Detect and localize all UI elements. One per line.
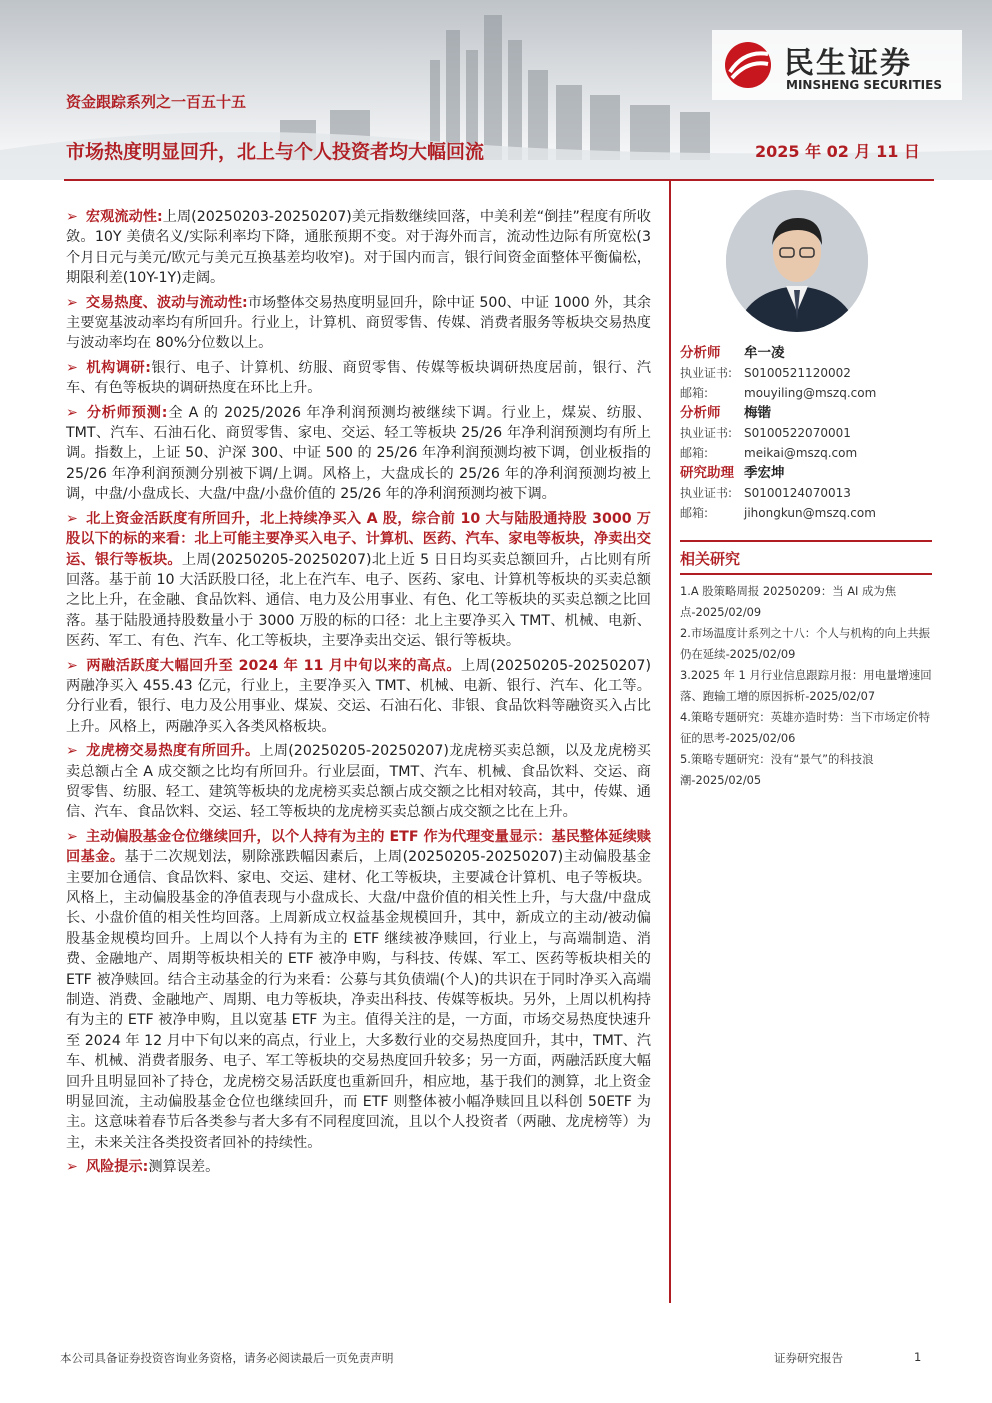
bullet-heading: 两融活跃度大幅回升至 2024 年 11 月中旬以来的高点。 <box>85 657 461 674</box>
related-item-link[interactable]: 2.市场温度计系列之十八：个人与机构的向上共振仍在延续-2025/02/09 <box>680 626 931 661</box>
arrow-icon: ➢ <box>66 359 78 376</box>
analyst-role: 研究助理 <box>680 465 734 481</box>
report-title: 市场热度明显回升，北上与个人投资者均大幅回流 <box>66 141 485 163</box>
related-research-list <box>680 581 932 791</box>
email-link[interactable]: jihongkun@mszq.com <box>744 506 876 520</box>
bullet-fund-position <box>66 827 651 1154</box>
bullet-risk <box>66 1157 651 1177</box>
analyst-3-name-row <box>680 463 940 483</box>
analyst-1-name-row <box>680 343 940 363</box>
cert-number: S0100124070013 <box>744 486 851 500</box>
analyst-name: 季宏坤 <box>744 465 785 481</box>
bullet-text: 市场整体交易热度明显回升，除中证 500、中证 1000 外，其余主要宽基波动率均有所回升。行业上，计算机、商贸零售、传媒、消费者服务等板块交易热度与波动率均在 80%分位数以上。 <box>66 294 651 352</box>
bullet-heading: 分析师预测: <box>85 404 168 421</box>
analyst-3-email-row <box>680 503 940 523</box>
analyst-role: 分析师 <box>680 345 721 361</box>
bullet-heading: 交易热度、波动与流动性: <box>85 294 248 311</box>
brand-name-en: MINSHENG SECURITIES <box>786 78 942 92</box>
page-number: 1 <box>914 1350 922 1364</box>
report-date: 2025 年 02 月 11 日 <box>755 142 920 161</box>
analyst-role: 分析师 <box>680 405 721 421</box>
bullet-text: 上周(20250205-20250207)两融净买入 455.43 亿元，行业上，主要净买入 TMT、机械、电新、银行、汽车、化工等。分行业看，银行、电力及公用事业、煤炭、交运、石油石化、非银、食品饮料等融资买入占比上升。风格上，两融净买入各类风格板块。 <box>66 657 651 735</box>
minsheng-logo-icon <box>720 40 776 90</box>
email-link[interactable]: meikai@mszq.com <box>744 446 858 460</box>
cert-label: 执业证书: <box>680 366 733 380</box>
arrow-icon: ➢ <box>66 294 78 311</box>
analyst-list <box>680 343 940 523</box>
analyst-2-name-row <box>680 403 940 423</box>
related-top-rule <box>680 540 932 542</box>
email-link[interactable]: mouyiling@mszq.com <box>744 386 877 400</box>
brand-name-cn: 民生证券 <box>784 46 912 81</box>
bullet-institutional-research <box>66 358 651 399</box>
bullet-northbound <box>66 509 651 652</box>
cert-label: 执业证书: <box>680 426 733 440</box>
arrow-icon: ➢ <box>66 209 78 225</box>
bullet-trading-heat <box>66 293 651 354</box>
bullet-text: 银行、电子、计算机、纺服、商贸零售、传媒等板块调研热度居前，银行、汽车、有色等板块的调研热度在环比上升。 <box>66 359 651 397</box>
analyst-3-cert-row <box>680 483 940 503</box>
brand-logo <box>712 30 962 100</box>
related-research-title: 相关研究 <box>680 548 932 575</box>
analyst-2-email-row <box>680 443 940 463</box>
summary-body <box>66 207 651 1182</box>
analyst-name: 牟一凌 <box>744 345 785 361</box>
bullet-margin-trading <box>66 656 651 738</box>
cert-number: S0100521120002 <box>744 366 851 380</box>
email-label: 邮箱: <box>680 446 709 460</box>
bullet-text: 上周(20250203-20250207)美元指数继续回落，中美利差“倒挂”程度有所收敛。10Y 美债名义/实际利率均下降，通胀预期不变。对于海外而言，流动性边际有所宽松(3 个月日元与美元/欧元与美元互换基差均收窄)。对于国内而言，银行间资金面整体平衡偏松，期限利差(10Y-1Y)走阔。 <box>66 209 651 287</box>
analyst-photo <box>726 190 868 332</box>
bullet-dragon-tiger <box>66 741 651 823</box>
bullet-analyst-forecast <box>66 403 651 505</box>
bullet-heading: 机构调研: <box>85 359 151 376</box>
related-item-link[interactable]: 4.策略专题研究：英雄亦造时势：当下市场定价特征的思考-2025/02/06 <box>680 710 931 745</box>
arrow-icon: ➢ <box>66 1159 78 1176</box>
analyst-1-email-row <box>680 383 940 403</box>
arrow-icon: ➢ <box>66 743 78 760</box>
analyst-2-cert-row <box>680 423 940 443</box>
bullet-text: 上周(20250205-20250207)龙虎榜买卖总额，以及龙虎榜买卖总额占全 A 成交额之比均有所回升。行业层面，TMT、汽车、机械、食品饮料、交运、商贸零售、纺服、轻工、建筑等板块的龙虎榜买卖总额占成交额之比相对较高，其中，传媒、通信、汽车、食品饮料、交运、轻工等板块的龙虎榜买卖总额占成交额之比在上升。 <box>66 743 651 821</box>
bullet-text: 测算误差。 <box>148 1159 220 1176</box>
arrow-icon: ➢ <box>66 404 78 421</box>
cert-number: S0100522070001 <box>744 426 851 440</box>
bullet-heading: 风险提示: <box>85 1159 149 1176</box>
footer-doc-type: 证券研究报告 <box>774 1351 843 1365</box>
analyst-1-cert-row <box>680 363 940 383</box>
cert-label: 执业证书: <box>680 486 733 500</box>
related-item-link[interactable]: 5.策略专题研究：没有“景气”的科技浪潮-2025/02/05 <box>680 752 874 787</box>
bullet-heading: 龙虎榜交易热度有所回升。 <box>85 743 260 760</box>
bullet-heading: 主动偏股基金仓位继续回升，以个人持有为主的 ETF 作为代理变量显示：基民整体延续赎回基金。 <box>66 828 651 866</box>
arrow-icon: ➢ <box>66 657 78 674</box>
bullet-text: 全 A 的 2025/2026 年净利润预测均被继续下调。行业上，煤炭、纺服、TMT、汽车、石油石化、商贸零售、家电、交运、轻工等板块 25/26 年净利润预测均有所上调。指数上，上证 50、沪深 300、中证 500 的 25/26 年净利润预测均被下调，创业板指的 25/26 年净利润预测分别被下调/上调。风格上，大盘成长的 25/26 年的净利润预测均被上调，中盘/小盘成长、大盘/中盘/小盘价值的 25/26 年的净利润预测均被下调。 <box>66 404 651 503</box>
bullet-heading: 北上资金活跃度有所回升，北上持续净买入 A 股，综合前 10 大与陆股通持股 3000 万股以下的标的来看：北上可能主要净买入电子、计算机、医药、汽车、家电等板块，净卖出交运、银行等板块。 <box>66 510 651 568</box>
series-label: 资金跟踪系列之一百五十五 <box>66 93 247 111</box>
person-portrait-icon <box>726 190 868 332</box>
email-label: 邮箱: <box>680 506 709 520</box>
bullet-text: 基于二次规划法，剔除涨跌幅因素后，上周(20250205-20250207)主动偏股基金主要加仓通信、食品饮料、家电、交运、建材、化工等板块，主要减仓计算机、电子等板块。风格上，主动偏股基金的净值表现与小盘成长、大盘/中盘价值的相关性上升，与大盘/中盘成长、小盘价值的相关性均回落。上周新成立权益基金规模回升，其中，新成立的主动/被动偏股基金规模均回升。上周以个人持有为主的 ETF 继续被净赎回，行业上，与高端制造、消费、金融地产、周期等板块相关的 ETF 被净申购，与科技、传媒、军工、医药等板块相关的 ETF 被净赎回。结合主动基金的行为来看：公募与其负债端(个人)的共识在于同时净买入高端制造、消费、金融地产、周期、电力等板块，净卖出科技、传媒等板块。另外，上周以机构持有为主的 ETF 被净申购，且以宽基 ETF 为主。值得关注的是，一方面，市场交易热度快速升至 2024 年 12 月中下旬以来的高点，行业上，大多数行业的交易热度回升，其中，TMT、汽车、机械、消费者服务、电子、军工等板块的交易热度回升较多；另一方面，两融活跃度大幅回升且明显回补了持仓，龙虎榜交易活跃度也重新回升，相应地，基于我们的测算，北上资金明显回流，主动偏股基金仓位也继续回升，而 ETF 则整体被小幅净赎回且以科创 50ETF 为主。这意味着春节后各类参与者大多有不同程度回流，且以个人投资者（两融、龙虎榜等）为主，未来关注各类投资者回补的持续性。 <box>66 849 651 1151</box>
related-research <box>680 548 932 791</box>
column-divider <box>669 181 671 1303</box>
related-item-link[interactable]: 1.A 股策略周报 20250209：当 AI 成为焦点-2025/02/09 <box>680 584 897 619</box>
arrow-icon: ➢ <box>66 828 78 845</box>
header-divider <box>64 179 934 181</box>
footer-disclaimer: 本公司具备证券投资咨询业务资格，请务必阅读最后一页免责声明 <box>60 1351 394 1365</box>
bullet-macro-liquidity <box>66 207 651 289</box>
arrow-icon: ➢ <box>66 510 78 527</box>
header-banner <box>0 0 992 180</box>
email-label: 邮箱: <box>680 386 709 400</box>
analyst-name: 梅锴 <box>744 405 771 421</box>
bullet-heading: 宏观流动性: <box>85 209 163 225</box>
related-item-link[interactable]: 3.2025 年 1 月行业信息跟踪月报：用电量增速回落、跑输工增的原因拆析-2025/02/07 <box>680 668 932 703</box>
bullet-text: 上周(20250205-20250207)北上近 5 日日均买卖总额回升，占比则有所回落。基于前 10 大活跃股口径，北上在汽车、电子、医药、家电、计算机等板块的买卖总额之比上升，在金融、食品饮料、通信、电力及公用事业、有色、化工等板块的买卖总额之比回落。基于陆股通持股数量小于 3000 万股的标的口径：北上主要净买入 TMT、机械、电新、医药、军工、有色、汽车、化工等板块，主要净卖出交运、银行等板块。 <box>66 551 651 650</box>
